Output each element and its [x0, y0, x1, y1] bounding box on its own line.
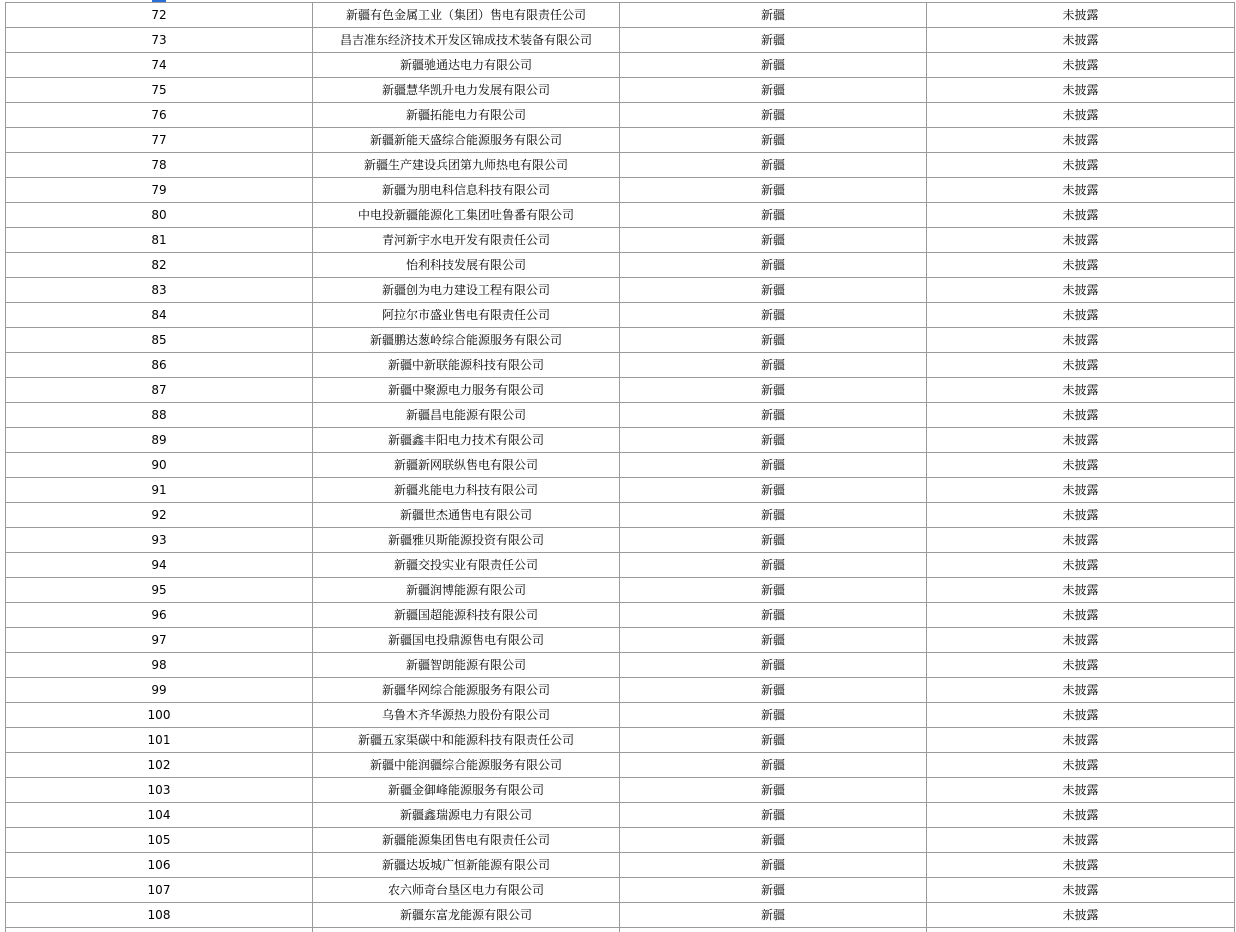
company-name-cell: 新疆鹏达葱岭综合能源服务有限公司 [313, 328, 620, 353]
region-cell: 新疆 [620, 878, 927, 903]
disclosure-status-cell: 未披露 [927, 103, 1235, 128]
table-row [6, 178, 1235, 203]
row-number-cell: 102 [6, 753, 313, 778]
table-row [6, 503, 1235, 528]
table-row [6, 803, 1235, 828]
region-cell: 新疆 [620, 178, 927, 203]
company-name-cell: 新疆中能润疆综合能源服务有限公司 [313, 753, 620, 778]
disclosure-status-cell: 未披露 [927, 603, 1235, 628]
row-number-cell: 82 [6, 253, 313, 278]
row-number-cell: 87 [6, 378, 313, 403]
region-cell: 新疆 [620, 453, 927, 478]
company-name-cell: 新疆中聚源电力服务有限公司 [313, 378, 620, 403]
table-row [6, 103, 1235, 128]
row-number-cell: 80 [6, 203, 313, 228]
table-row [6, 728, 1235, 753]
table-row [6, 903, 1235, 928]
region-cell: 新疆 [620, 353, 927, 378]
table-row [6, 828, 1235, 853]
table-row [6, 878, 1235, 903]
company-name-cell: 昌吉准东经济技术开发区锦成技术装备有限公司 [313, 28, 620, 53]
disclosure-status-cell: 未披露 [927, 453, 1235, 478]
table-row [6, 678, 1235, 703]
disclosure-status-cell: 未披露 [927, 428, 1235, 453]
company-name-cell: 新疆润博能源有限公司 [313, 578, 620, 603]
company-table-wrapper [5, 2, 1234, 932]
region-cell: 新疆 [620, 403, 927, 428]
company-name-cell: 新疆交投实业有限责任公司 [313, 553, 620, 578]
company-name-cell: 农六师奇台垦区电力有限公司 [313, 878, 620, 903]
table-row [6, 253, 1235, 278]
table-row [6, 78, 1235, 103]
table-row [6, 278, 1235, 303]
table-row [6, 328, 1235, 353]
company-name-cell: 新疆能源集团售电有限责任公司 [313, 828, 620, 853]
disclosure-status-cell: 未披露 [927, 653, 1235, 678]
row-number-cell: 100 [6, 703, 313, 728]
table-row [6, 453, 1235, 478]
table-body [6, 3, 1235, 932]
table-row [6, 303, 1235, 328]
company-name-cell: 新疆五家渠碳中和能源科技有限责任公司 [313, 728, 620, 753]
row-number-cell: 94 [6, 553, 313, 578]
company-name-cell: 新疆雅贝斯能源投资有限公司 [313, 528, 620, 553]
company-name-cell: 新疆创为电力建设工程有限公司 [313, 278, 620, 303]
region-cell: 新疆 [620, 778, 927, 803]
disclosure-status-cell: 未披露 [927, 528, 1235, 553]
table-row-partial [6, 928, 1235, 932]
table-row [6, 753, 1235, 778]
region-cell: 新疆 [620, 553, 927, 578]
region-cell: 新疆 [620, 728, 927, 753]
row-number-cell: 89 [6, 428, 313, 453]
disclosure-status-cell: 未披露 [927, 503, 1235, 528]
table-row [6, 478, 1235, 503]
disclosure-status-cell: 未披露 [927, 303, 1235, 328]
row-number-cell: 105 [6, 828, 313, 853]
row-number-cell: 79 [6, 178, 313, 203]
disclosure-status-cell: 未披露 [927, 28, 1235, 53]
row-number-cell: 83 [6, 278, 313, 303]
disclosure-status-cell: 未披露 [927, 278, 1235, 303]
company-name-cell: 新疆华网综合能源服务有限公司 [313, 678, 620, 703]
row-number-cell: 73 [6, 28, 313, 53]
disclosure-status-cell: 未披露 [927, 378, 1235, 403]
company-name-cell: 怡利科技发展有限公司 [313, 253, 620, 278]
row-number-cell: 76 [6, 103, 313, 128]
row-number-cell: 88 [6, 403, 313, 428]
row-number-cell: 103 [6, 778, 313, 803]
row-number-cell: 78 [6, 153, 313, 178]
region-cell: 新疆 [620, 153, 927, 178]
company-name-cell: 阿拉尔市盛业售电有限责任公司 [313, 303, 620, 328]
company-name-cell: 新疆驰通达电力有限公司 [313, 53, 620, 78]
table-row [6, 228, 1235, 253]
region-cell: 新疆 [620, 78, 927, 103]
empty-cell [927, 928, 1235, 932]
company-name-cell: 新疆世杰通售电有限公司 [313, 503, 620, 528]
company-name-cell: 新疆慧华凯升电力发展有限公司 [313, 78, 620, 103]
company-name-cell: 新疆有色金属工业（集团）售电有限责任公司 [313, 3, 620, 28]
region-cell: 新疆 [620, 128, 927, 153]
disclosure-status-cell: 未披露 [927, 353, 1235, 378]
row-number-cell: 101 [6, 728, 313, 753]
row-number-cell: 77 [6, 128, 313, 153]
table-row [6, 528, 1235, 553]
empty-cell [313, 928, 620, 932]
company-name-cell: 青河新宇水电开发有限责任公司 [313, 228, 620, 253]
disclosure-status-cell: 未披露 [927, 903, 1235, 928]
region-cell: 新疆 [620, 478, 927, 503]
disclosure-status-cell: 未披露 [927, 3, 1235, 28]
row-number-cell: 75 [6, 78, 313, 103]
region-cell: 新疆 [620, 378, 927, 403]
company-name-cell: 新疆拓能电力有限公司 [313, 103, 620, 128]
disclosure-status-cell: 未披露 [927, 178, 1235, 203]
row-number-cell: 86 [6, 353, 313, 378]
region-cell: 新疆 [620, 28, 927, 53]
row-number-cell: 85 [6, 328, 313, 353]
empty-cell [6, 928, 313, 932]
row-number-cell: 91 [6, 478, 313, 503]
table-row [6, 653, 1235, 678]
row-number-cell: 90 [6, 453, 313, 478]
region-cell: 新疆 [620, 328, 927, 353]
region-cell: 新疆 [620, 528, 927, 553]
table-row [6, 378, 1235, 403]
table-row [6, 628, 1235, 653]
table-row [6, 603, 1235, 628]
disclosure-status-cell: 未披露 [927, 703, 1235, 728]
row-number-cell: 98 [6, 653, 313, 678]
region-cell: 新疆 [620, 203, 927, 228]
disclosure-status-cell: 未披露 [927, 553, 1235, 578]
company-name-cell: 新疆国超能源科技有限公司 [313, 603, 620, 628]
disclosure-status-cell: 未披露 [927, 678, 1235, 703]
disclosure-status-cell: 未披露 [927, 878, 1235, 903]
company-name-cell: 新疆生产建设兵团第九师热电有限公司 [313, 153, 620, 178]
disclosure-status-cell: 未披露 [927, 203, 1235, 228]
region-cell: 新疆 [620, 253, 927, 278]
table-row [6, 203, 1235, 228]
disclosure-status-cell: 未披露 [927, 53, 1235, 78]
region-cell: 新疆 [620, 603, 927, 628]
company-name-cell: 新疆达坂城广恒新能源有限公司 [313, 853, 620, 878]
region-cell: 新疆 [620, 628, 927, 653]
row-number-cell: 93 [6, 528, 313, 553]
table-row [6, 553, 1235, 578]
disclosure-status-cell: 未披露 [927, 328, 1235, 353]
disclosure-status-cell: 未披露 [927, 403, 1235, 428]
disclosure-status-cell: 未披露 [927, 728, 1235, 753]
table-row [6, 3, 1235, 28]
region-cell: 新疆 [620, 803, 927, 828]
company-name-cell: 乌鲁木齐华源热力股份有限公司 [313, 703, 620, 728]
region-cell: 新疆 [620, 278, 927, 303]
company-name-cell: 新疆金御峰能源服务有限公司 [313, 778, 620, 803]
disclosure-status-cell: 未披露 [927, 478, 1235, 503]
row-number-cell: 96 [6, 603, 313, 628]
table-row [6, 28, 1235, 53]
disclosure-status-cell: 未披露 [927, 753, 1235, 778]
empty-cell [620, 928, 927, 932]
company-name-cell: 新疆新网联纵售电有限公司 [313, 453, 620, 478]
row-number-cell: 84 [6, 303, 313, 328]
row-number-cell: 106 [6, 853, 313, 878]
disclosure-status-cell: 未披露 [927, 253, 1235, 278]
disclosure-status-cell: 未披露 [927, 803, 1235, 828]
row-number-cell: 95 [6, 578, 313, 603]
region-cell: 新疆 [620, 503, 927, 528]
table-row [6, 778, 1235, 803]
company-name-cell: 新疆智朗能源有限公司 [313, 653, 620, 678]
row-number-cell: 97 [6, 628, 313, 653]
table-row [6, 853, 1235, 878]
company-name-cell: 新疆鑫丰阳电力技术有限公司 [313, 428, 620, 453]
region-cell: 新疆 [620, 753, 927, 778]
region-cell: 新疆 [620, 653, 927, 678]
row-number-cell: 104 [6, 803, 313, 828]
disclosure-status-cell: 未披露 [927, 153, 1235, 178]
table-row [6, 353, 1235, 378]
region-cell: 新疆 [620, 103, 927, 128]
row-number-cell: 72 [6, 3, 313, 28]
company-disclosure-table [5, 2, 1235, 932]
table-row [6, 403, 1235, 428]
region-cell: 新疆 [620, 828, 927, 853]
row-number-cell: 99 [6, 678, 313, 703]
disclosure-status-cell: 未披露 [927, 228, 1235, 253]
region-cell: 新疆 [620, 703, 927, 728]
row-number-cell: 108 [6, 903, 313, 928]
region-cell: 新疆 [620, 903, 927, 928]
company-name-cell: 新疆兆能电力科技有限公司 [313, 478, 620, 503]
company-name-cell: 新疆为朋电科信息科技有限公司 [313, 178, 620, 203]
company-name-cell: 新疆中新联能源科技有限公司 [313, 353, 620, 378]
company-name-cell: 中电投新疆能源化工集团吐鲁番有限公司 [313, 203, 620, 228]
row-number-cell: 107 [6, 878, 313, 903]
table-row [6, 703, 1235, 728]
row-number-cell: 74 [6, 53, 313, 78]
disclosure-status-cell: 未披露 [927, 778, 1235, 803]
company-name-cell: 新疆昌电能源有限公司 [313, 403, 620, 428]
region-cell: 新疆 [620, 228, 927, 253]
disclosure-status-cell: 未披露 [927, 853, 1235, 878]
table-row [6, 128, 1235, 153]
region-cell: 新疆 [620, 678, 927, 703]
table-row [6, 428, 1235, 453]
table-row [6, 578, 1235, 603]
region-cell: 新疆 [620, 578, 927, 603]
company-name-cell: 新疆国电投鼎源售电有限公司 [313, 628, 620, 653]
disclosure-status-cell: 未披露 [927, 128, 1235, 153]
table-row [6, 153, 1235, 178]
table-row [6, 53, 1235, 78]
disclosure-status-cell: 未披露 [927, 828, 1235, 853]
company-name-cell: 新疆新能天盛综合能源服务有限公司 [313, 128, 620, 153]
disclosure-status-cell: 未披露 [927, 578, 1235, 603]
disclosure-status-cell: 未披露 [927, 78, 1235, 103]
row-number-cell: 81 [6, 228, 313, 253]
region-cell: 新疆 [620, 303, 927, 328]
company-name-cell: 新疆鑫瑞源电力有限公司 [313, 803, 620, 828]
region-cell: 新疆 [620, 428, 927, 453]
company-name-cell: 新疆东富龙能源有限公司 [313, 903, 620, 928]
row-number-cell: 92 [6, 503, 313, 528]
region-cell: 新疆 [620, 3, 927, 28]
region-cell: 新疆 [620, 853, 927, 878]
disclosure-status-cell: 未披露 [927, 628, 1235, 653]
region-cell: 新疆 [620, 53, 927, 78]
